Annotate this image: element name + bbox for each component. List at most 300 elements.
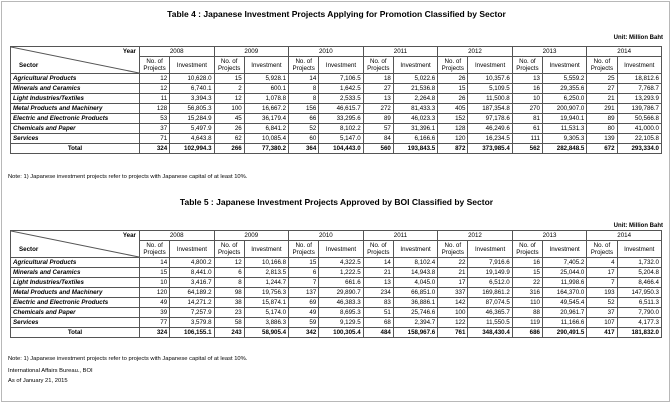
investment-header: Investment [244,241,288,258]
table5-note: Note: 1) Japanese investment projects refer to projects with Japanese capital of at least 10%. [8,356,248,362]
table-row [11,104,662,114]
investment-cell: 6,740.1 [170,84,214,94]
investment-cell: 41,000.0 [617,124,661,134]
projects-cell: 4 [587,258,617,268]
investment-cell: 25,044.0 [542,268,586,278]
investment-cell: 4,643.8 [170,134,214,144]
projects-cell: 12 [214,258,244,268]
projects-cell: 15 [139,268,169,278]
investment-cell: 7,405.2 [542,258,586,268]
investment-header: Investment [468,241,512,258]
investment-header: Investment [617,57,661,74]
projects-cell: 53 [139,114,169,124]
no-of-projects-header: No. of Projects [438,241,468,258]
investment-cell: 4,045.0 [393,278,437,288]
no-of-projects-header: No. of Projects [363,57,393,74]
projects-cell: 120 [139,288,169,298]
projects-cell: 21 [438,268,468,278]
investment-cell: 31,396.1 [393,124,437,134]
investment-cell: 19,149.9 [468,268,512,278]
projects-cell: 193 [587,288,617,298]
projects-cell: 26 [438,74,468,84]
investment-cell: 36,179.4 [244,114,288,124]
projects-cell: 137 [289,288,319,298]
projects-cell: 291 [587,104,617,114]
investment-cell: 169,861.2 [468,288,512,298]
investment-header: Investment [393,57,437,74]
investment-cell: 11,531.3 [542,124,586,134]
investment-cell: 8,695.3 [319,308,363,318]
total-investment-cell: 293,334.0 [617,144,661,154]
investment-cell: 1,732.0 [617,258,661,268]
projects-cell: 405 [438,104,468,114]
table-row [11,84,662,94]
no-of-projects-header: No. of Projects [438,57,468,74]
year-header: 2010 [289,47,364,57]
projects-cell: 80 [587,124,617,134]
projects-cell: 45 [214,114,244,124]
investment-cell: 164,370.0 [542,288,586,298]
investment-cell: 187,354.8 [468,104,512,114]
sector-cell: Chemicals and Paper [11,308,140,318]
projects-cell: 66 [289,114,319,124]
investment-cell: 11,550.5 [468,318,512,328]
projects-cell: 120 [438,134,468,144]
total-investment-cell: 290,491.5 [542,328,586,338]
table5-block [2,196,671,384]
total-projects-cell: 484 [363,328,393,338]
investment-cell: 2,394.7 [393,318,437,328]
projects-cell: 13 [512,74,542,84]
investment-cell: 5,174.0 [244,308,288,318]
investment-cell: 6,166.6 [393,134,437,144]
projects-cell: 100 [214,104,244,114]
investment-cell: 22,105.8 [617,134,661,144]
investment-cell: 2,533.5 [319,94,363,104]
investment-cell: 6,250.0 [542,94,586,104]
projects-cell: 52 [289,124,319,134]
projects-cell: 89 [587,114,617,124]
investment-cell: 11,166.6 [542,318,586,328]
investment-cell: 1,078.8 [244,94,288,104]
investment-cell: 3,886.3 [244,318,288,328]
sector-cell: Minerals and Ceramics [11,268,140,278]
investment-cell: 46,615.7 [319,104,363,114]
projects-cell: 16 [512,258,542,268]
table-row [11,318,662,328]
table-row [11,114,662,124]
projects-cell: 100 [438,308,468,318]
projects-cell: 60 [289,134,319,144]
investment-cell: 2,264.8 [393,94,437,104]
investment-cell: 147,950.3 [617,288,661,298]
projects-cell: 234 [363,288,393,298]
header-years-row [11,231,662,241]
year-header: 2010 [289,231,364,241]
table-row [11,94,662,104]
investment-cell: 10,628.0 [170,74,214,84]
projects-cell: 83 [363,298,393,308]
investment-cell: 6,512.0 [468,278,512,288]
table-row [11,298,662,308]
projects-cell: 152 [438,114,468,124]
investment-cell: 10,357.6 [468,74,512,84]
projects-cell: 81 [512,114,542,124]
sector-cell: Chemicals and Paper [11,124,140,134]
investment-cell: 5,147.0 [319,134,363,144]
sector-label: Sector [19,62,39,69]
projects-cell: 8 [214,278,244,288]
projects-cell: 23 [214,308,244,318]
projects-cell: 272 [363,104,393,114]
investment-cell: 5,559.2 [542,74,586,84]
sector-cell: Services [11,318,140,328]
projects-cell: 15 [512,268,542,278]
table4-title: Table 4 : Japanese Investment Projects Applying for Promotion Classified by Sector [167,9,506,19]
projects-cell: 107 [587,318,617,328]
total-row [11,144,662,154]
investment-cell: 7,257.9 [170,308,214,318]
year-header: 2013 [512,231,587,241]
investment-cell: 10,085.4 [244,134,288,144]
header-years-row [11,47,662,57]
projects-cell: 8 [289,94,319,104]
projects-cell: 14 [363,258,393,268]
projects-cell: 21 [587,94,617,104]
projects-cell: 69 [289,298,319,308]
investment-header: Investment [542,241,586,258]
projects-cell: 98 [214,288,244,298]
projects-cell: 15 [214,74,244,84]
investment-cell: 11,500.8 [468,94,512,104]
projects-cell: 21 [363,268,393,278]
total-label: Total [11,144,140,154]
investment-cell: 18,812.6 [617,74,661,84]
no-of-projects-header: No. of Projects [214,57,244,74]
investment-cell: 7,790.0 [617,308,661,318]
projects-cell: 139 [587,134,617,144]
investment-cell: 29,890.7 [319,288,363,298]
projects-cell: 10 [139,278,169,288]
investment-cell: 8,441.0 [170,268,214,278]
investment-cell: 14,943.8 [393,268,437,278]
projects-cell: 51 [363,308,393,318]
sector-label: Sector [19,246,39,253]
projects-cell: 68 [363,318,393,328]
investment-cell: 8,102.2 [319,124,363,134]
document-page [1,1,670,402]
total-investment-cell: 100,305.4 [319,328,363,338]
no-of-projects-header: No. of Projects [512,241,542,258]
table-row [11,258,662,268]
year-header: 2014 [587,231,662,241]
investment-cell: 14,271.2 [170,298,214,308]
sector-cell: Minerals and Ceramics [11,84,140,94]
table5 [10,230,662,338]
investment-header: Investment [617,241,661,258]
investment-cell: 7,106.5 [319,74,363,84]
investment-cell: 2,813.5 [244,268,288,278]
total-projects-cell: 364 [289,144,319,154]
projects-cell: 89 [363,114,393,124]
total-projects-cell: 761 [438,328,468,338]
sector-cell: Light Industries/Textiles [11,278,140,288]
projects-cell: 37 [587,308,617,318]
projects-cell: 10 [512,94,542,104]
investment-cell: 64,189.2 [170,288,214,298]
total-investment-cell: 348,430.4 [468,328,512,338]
no-of-projects-header: No. of Projects [289,241,319,258]
no-of-projects-header: No. of Projects [139,57,169,74]
table-row [11,124,662,134]
investment-cell: 5,022.6 [393,74,437,84]
projects-cell: 14 [289,74,319,84]
table4-unit: Unit: Million Baht [613,35,663,41]
investment-cell: 20,961.7 [542,308,586,318]
projects-cell: 18 [363,74,393,84]
no-of-projects-header: No. of Projects [512,57,542,74]
projects-cell: 17 [438,278,468,288]
investment-header: Investment [319,241,363,258]
projects-cell: 88 [512,308,542,318]
investment-cell: 16,234.5 [468,134,512,144]
year-header: 2012 [438,231,513,241]
total-projects-cell: 266 [214,144,244,154]
projects-cell: 22 [438,258,468,268]
investment-cell: 46,023.3 [393,114,437,124]
investment-cell: 1,222.5 [319,268,363,278]
projects-cell: 15 [438,84,468,94]
table4 [10,46,662,154]
sector-cell: Agricultural Products [11,258,140,268]
year-header: 2008 [139,47,214,57]
total-projects-cell: 324 [139,328,169,338]
investment-header: Investment [244,57,288,74]
projects-cell: 37 [139,124,169,134]
projects-cell: 11 [139,94,169,104]
table4-note: Note: 1) Japanese investment projects refer to projects with Japanese capital of at least 10%. [8,174,248,180]
projects-cell: 17 [587,268,617,278]
projects-cell: 270 [512,104,542,114]
investment-header: Investment [170,57,214,74]
investment-cell: 19,756.3 [244,288,288,298]
investment-cell: 19,940.1 [542,114,586,124]
no-of-projects-header: No. of Projects [587,57,617,74]
projects-cell: 57 [363,124,393,134]
year-header: 2011 [363,47,438,57]
table-row [11,288,662,298]
header-corner [11,47,140,74]
no-of-projects-header: No. of Projects [363,241,393,258]
investment-cell: 7,768.7 [617,84,661,94]
projects-cell: 128 [139,104,169,114]
projects-cell: 119 [512,318,542,328]
projects-cell: 59 [289,318,319,328]
investment-cell: 81,433.3 [393,104,437,114]
investment-cell: 8,466.4 [617,278,661,288]
footer-bureau: International Affairs Bureau., BOI [8,368,93,374]
table-row [11,134,662,144]
total-projects-cell: 342 [289,328,319,338]
no-of-projects-header: No. of Projects [214,241,244,258]
projects-cell: 22 [512,278,542,288]
investment-cell: 15,874.1 [244,298,288,308]
table-row [11,268,662,278]
projects-cell: 337 [438,288,468,298]
projects-cell: 27 [587,84,617,94]
total-investment-cell: 102,994.3 [170,144,214,154]
total-investment-cell: 282,848.5 [542,144,586,154]
investment-cell: 7,916.6 [468,258,512,268]
sector-cell: Services [11,134,140,144]
investment-cell: 10,166.8 [244,258,288,268]
investment-cell: 5,109.5 [468,84,512,94]
projects-cell: 122 [438,318,468,328]
projects-cell: 26 [214,124,244,134]
investment-cell: 661.6 [319,278,363,288]
no-of-projects-header: No. of Projects [587,241,617,258]
projects-cell: 8 [289,84,319,94]
total-projects-cell: 324 [139,144,169,154]
total-projects-cell: 872 [438,144,468,154]
total-projects-cell: 417 [587,328,617,338]
investment-cell: 1,244.7 [244,278,288,288]
investment-cell: 25,746.6 [393,308,437,318]
projects-cell: 25 [587,74,617,84]
total-projects-cell: 243 [214,328,244,338]
total-row [11,328,662,338]
total-investment-cell: 158,967.6 [393,328,437,338]
total-investment-cell: 104,443.0 [319,144,363,154]
investment-cell: 3,394.3 [170,94,214,104]
total-projects-cell: 686 [512,328,542,338]
table-row [11,308,662,318]
projects-cell: 14 [139,258,169,268]
total-investment-cell: 373,985.4 [468,144,512,154]
investment-cell: 97,178.6 [468,114,512,124]
table-row [11,74,662,84]
total-investment-cell: 193,843.5 [393,144,437,154]
investment-cell: 5,204.8 [617,268,661,278]
sector-cell: Electric and Electronic Products [11,298,140,308]
year-label: Year [122,48,136,55]
investment-cell: 56,805.3 [170,104,214,114]
sector-cell: Electric and Electronic Products [11,114,140,124]
projects-cell: 6 [214,268,244,278]
investment-cell: 600.1 [244,84,288,94]
projects-cell: 84 [363,134,393,144]
projects-cell: 316 [512,288,542,298]
investment-cell: 16,667.2 [244,104,288,114]
projects-cell: 7 [289,278,319,288]
projects-cell: 38 [214,298,244,308]
investment-cell: 4,177.3 [617,318,661,328]
total-label: Total [11,328,140,338]
investment-cell: 11,998.6 [542,278,586,288]
investment-cell: 9,305.3 [542,134,586,144]
year-header: 2008 [139,231,214,241]
investment-cell: 66,851.0 [393,288,437,298]
investment-cell: 6,511.3 [617,298,661,308]
projects-cell: 111 [512,134,542,144]
projects-cell: 2 [214,84,244,94]
investment-cell: 29,355.6 [542,84,586,94]
investment-header: Investment [468,57,512,74]
investment-cell: 46,365.7 [468,308,512,318]
investment-cell: 21,536.8 [393,84,437,94]
projects-cell: 71 [139,134,169,144]
total-investment-cell: 77,380.2 [244,144,288,154]
projects-cell: 12 [139,84,169,94]
investment-cell: 49,545.4 [542,298,586,308]
projects-cell: 13 [363,94,393,104]
table-row [11,278,662,288]
projects-cell: 142 [438,298,468,308]
investment-header: Investment [170,241,214,258]
footer-date: As of January 21, 2015 [8,378,68,384]
projects-cell: 62 [214,134,244,144]
investment-header: Investment [393,241,437,258]
investment-cell: 1,642.5 [319,84,363,94]
investment-cell: 50,566.8 [617,114,661,124]
investment-header: Investment [542,57,586,74]
investment-cell: 4,800.2 [170,258,214,268]
sector-cell: Metal Products and Machinery [11,288,140,298]
investment-cell: 139,786.7 [617,104,661,114]
year-label: Year [122,232,136,239]
projects-cell: 7 [587,278,617,288]
no-of-projects-header: No. of Projects [289,57,319,74]
investment-cell: 5,497.9 [170,124,214,134]
investment-cell: 8,102.4 [393,258,437,268]
investment-cell: 4,322.5 [319,258,363,268]
year-header: 2012 [438,47,513,57]
table5-title: Table 5 : Japanese Investment Projects Approved by BOI Classified by Sector [179,197,494,207]
investment-cell: 3,579.8 [170,318,214,328]
total-projects-cell: 560 [363,144,393,154]
projects-cell: 110 [512,298,542,308]
projects-cell: 12 [139,74,169,84]
investment-cell: 46,249.6 [468,124,512,134]
investment-cell: 33,295.6 [319,114,363,124]
sector-cell: Agricultural Products [11,74,140,84]
projects-cell: 156 [289,104,319,114]
projects-cell: 61 [512,124,542,134]
projects-cell: 49 [139,298,169,308]
projects-cell: 27 [363,84,393,94]
investment-cell: 13,293.9 [617,94,661,104]
projects-cell: 58 [214,318,244,328]
investment-cell: 9,129.5 [319,318,363,328]
projects-cell: 26 [438,94,468,104]
total-projects-cell: 672 [587,144,617,154]
projects-cell: 12 [214,94,244,104]
projects-cell: 49 [289,308,319,318]
projects-cell: 15 [289,258,319,268]
year-header: 2011 [363,231,438,241]
sector-cell: Light Industries/Textiles [11,94,140,104]
investment-cell: 200,907.0 [542,104,586,114]
projects-cell: 128 [438,124,468,134]
header-corner [11,231,140,258]
table5-unit: Unit: Million Baht [613,223,663,229]
investment-cell: 5,928.1 [244,74,288,84]
table4-block [2,8,671,180]
investment-cell: 3,416.7 [170,278,214,288]
investment-cell: 87,074.5 [468,298,512,308]
investment-cell: 15,284.9 [170,114,214,124]
investment-cell: 46,383.3 [319,298,363,308]
